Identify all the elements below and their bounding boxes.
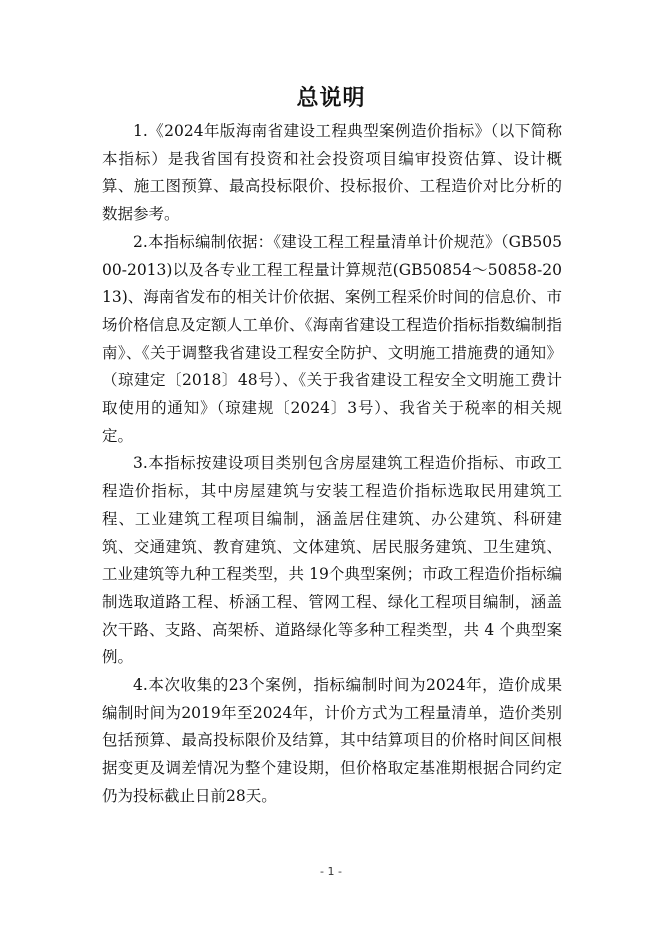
- paragraph-2: 2.本指标编制依据：《建设工程工程量清单计价规范》（GB50500-2013)以及各专业工程工程量计算规范(GB50854～50858-2013)、海南省发布的相关计价依据、案例工程采价时间的信息价、市场价格信息及定额人工单价、《海南省建设工程造价指标指数编制指南》、《关于调整我省建设工程安全防护、文明施工措施费的通知》（琼建定〔2018〕48号）、《关于我省建设工程安全文明施工费计取使用的通知》（琼建规〔2024〕3号）、我省关于税率的相关规定。: [102, 232, 562, 445]
- document-body: [102, 118, 562, 811]
- page-number: - 1 -: [320, 865, 342, 878]
- document-title: 总说明: [296, 86, 366, 111]
- paragraph-4: 4.本次收集的23个案例，指标编制时间为2024年，造价成果编制时间为2019年至2024年，计价方式为工程量清单，造价类别包括预算、最高投标限价及结算，其中结算项目的价格时间区间根据变更及调差情况为整个建设期，但价格取定基准期根据合同约定仍为投标截止日前28天。: [102, 676, 562, 805]
- paragraph-1: 1.《2024年版海南省建设工程典型案例造价指标》（以下简称本指标）是我省国有投资和社会投资项目编审投资估算、设计概算、施工图预算、最高投标限价、投标报价、工程造价对比分析的数据参考。: [102, 122, 562, 224]
- paragraph-3: 3.本指标按建设项目类别包含房屋建筑工程造价指标、市政工程造价指标，其中房屋建筑与安装工程造价指标选取民用建筑工程、工业建筑工程项目编制，涵盖居住建筑、办公建筑、科研建筑、交通建筑、教育建筑、文体建筑、居民服务建筑、卫生建筑、工业建筑等九种工程类型，共 19个典型案例；市政工程造价指标编制选取道路工程、桥涵工程、管网工程、绿化工程项目编制，涵盖次干路、支路、高架桥、道路绿化等多种工程类型，共 4 个典型案例。: [102, 454, 562, 667]
